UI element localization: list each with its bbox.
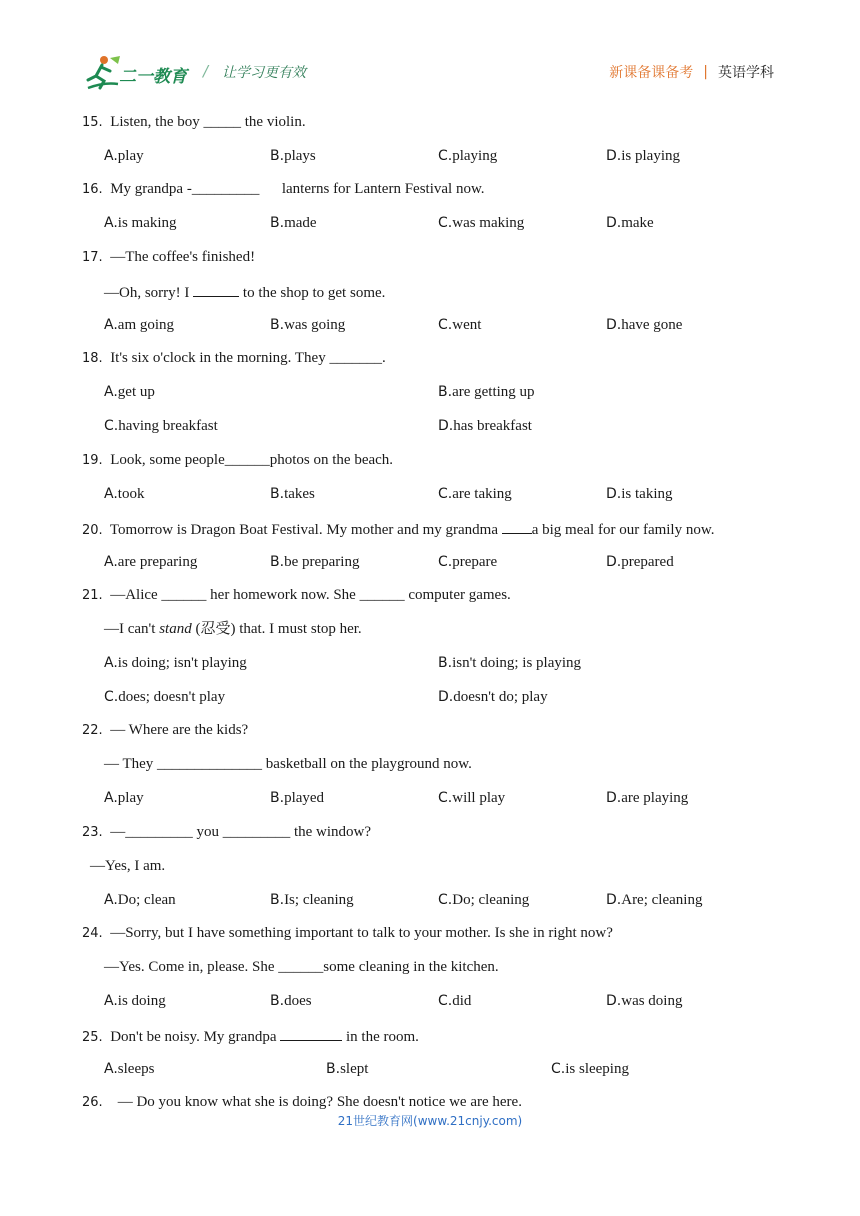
course-label: 新课备课备考	[609, 65, 694, 81]
page-header	[0, 0, 860, 100]
question-stem: 22. — Where are the kids?	[82, 722, 249, 738]
option-b: B.made	[270, 215, 317, 231]
option-d: D.is taking	[606, 486, 673, 502]
option-a: A.is doing; isn't playing	[104, 655, 247, 671]
option-d: D.has breakfast	[438, 418, 532, 434]
option-c: C.are taking	[438, 486, 512, 502]
option-c: C.is sleeping	[551, 1061, 629, 1077]
option-d: D.are playing	[606, 790, 689, 806]
option-c: C.playing	[438, 148, 498, 164]
option-c: C.having breakfast	[104, 418, 218, 434]
header-separator: |	[703, 64, 708, 80]
option-b: B.Is; cleaning	[270, 892, 354, 908]
option-b: B.plays	[270, 148, 316, 164]
page-footer: 21世纪教育网(www.21cnjy.com)	[337, 1114, 523, 1128]
option-b: B.played	[270, 790, 325, 806]
question-stem: 23. —_________ you _________ the window?	[82, 824, 372, 840]
question-line2: — They ______________ basketball on the playground now.	[104, 756, 472, 772]
option-c: C.does; doesn't play	[104, 689, 226, 705]
option-b: B.be preparing	[270, 554, 360, 570]
option-c: C.went	[438, 317, 482, 333]
option-d: D.prepared	[606, 554, 674, 570]
option-a: A.are preparing	[104, 554, 198, 570]
logo-text: 二一教育	[119, 67, 187, 87]
slogan: 让学习更有效	[222, 65, 306, 81]
option-b: B.slept	[326, 1061, 369, 1077]
option-d: D.have gone	[606, 317, 683, 333]
option-a: A.took	[104, 486, 145, 502]
option-d: D.was doing	[606, 993, 683, 1009]
question-stem: 26. — Do you know what she is doing? She doesn't notice we are here.	[82, 1094, 522, 1110]
question-stem: 20. Tomorrow is Dragon Boat Festival. My mother and my grandma a big meal for our family now.	[82, 519, 714, 540]
option-a: A.play	[104, 148, 144, 164]
option-c: C.prepare	[438, 554, 498, 570]
answer-blank	[193, 282, 239, 297]
question-stem: 16. My grandpa -_________ lanterns for Lantern Festival now.	[82, 181, 485, 197]
option-b: B.takes	[270, 486, 315, 502]
option-d: D.doesn't do; play	[438, 689, 548, 705]
option-a: A.Do; clean	[104, 892, 176, 908]
option-a: A.is doing	[104, 993, 166, 1009]
option-d: D.Are; cleaning	[606, 892, 703, 908]
question-line2: —Yes. Come in, please. She ______some cleaning in the kitchen.	[104, 959, 499, 975]
question-stem: 21. —Alice ______ her homework now. She ______ computer games.	[82, 587, 511, 603]
question-line2: —Oh, sorry! I to the shop to get some.	[104, 282, 385, 302]
option-b: B.does	[270, 993, 312, 1009]
option-a: A.sleeps	[104, 1061, 155, 1077]
option-b: B.was going	[270, 317, 346, 333]
option-a: A.get up	[104, 384, 155, 400]
option-c: C.was making	[438, 215, 525, 231]
option-c: C.did	[438, 993, 472, 1009]
question-stem: 15. Listen, the boy _____ the violin.	[82, 114, 306, 130]
header-right	[609, 62, 774, 82]
answer-blank	[502, 519, 532, 534]
question-stem: 18. It's six o'clock in the morning. They _______.	[82, 350, 386, 366]
option-d: D.is playing	[606, 148, 680, 164]
slogan-slash: /	[203, 62, 209, 80]
option-a: A.am going	[104, 317, 175, 333]
question-stem: 17. —The coffee's finished!	[82, 249, 256, 265]
question-line2: —Yes, I am.	[90, 858, 166, 874]
option-d: D.make	[606, 215, 654, 231]
option-a: A.play	[104, 790, 144, 806]
option-b: B.isn't doing; is playing	[438, 655, 582, 671]
subject-label: 英语学科	[718, 65, 774, 81]
option-c: C.will play	[438, 790, 506, 806]
option-b: B.are getting up	[438, 384, 535, 400]
question-stem: 24. —Sorry, but I have something important to talk to your mother. Is she in right now?	[82, 925, 613, 941]
answer-blank	[280, 1026, 342, 1041]
question-stem: 19. Look, some people______photos on the beach.	[82, 452, 394, 468]
question-stem: 25. Don't be noisy. My grandpa in the room.	[82, 1026, 419, 1047]
option-c: C.Do; cleaning	[438, 892, 530, 908]
option-a: A.is making	[104, 215, 177, 231]
question-line2: —I can't stand (忍受) that. I must stop her.	[104, 621, 362, 637]
